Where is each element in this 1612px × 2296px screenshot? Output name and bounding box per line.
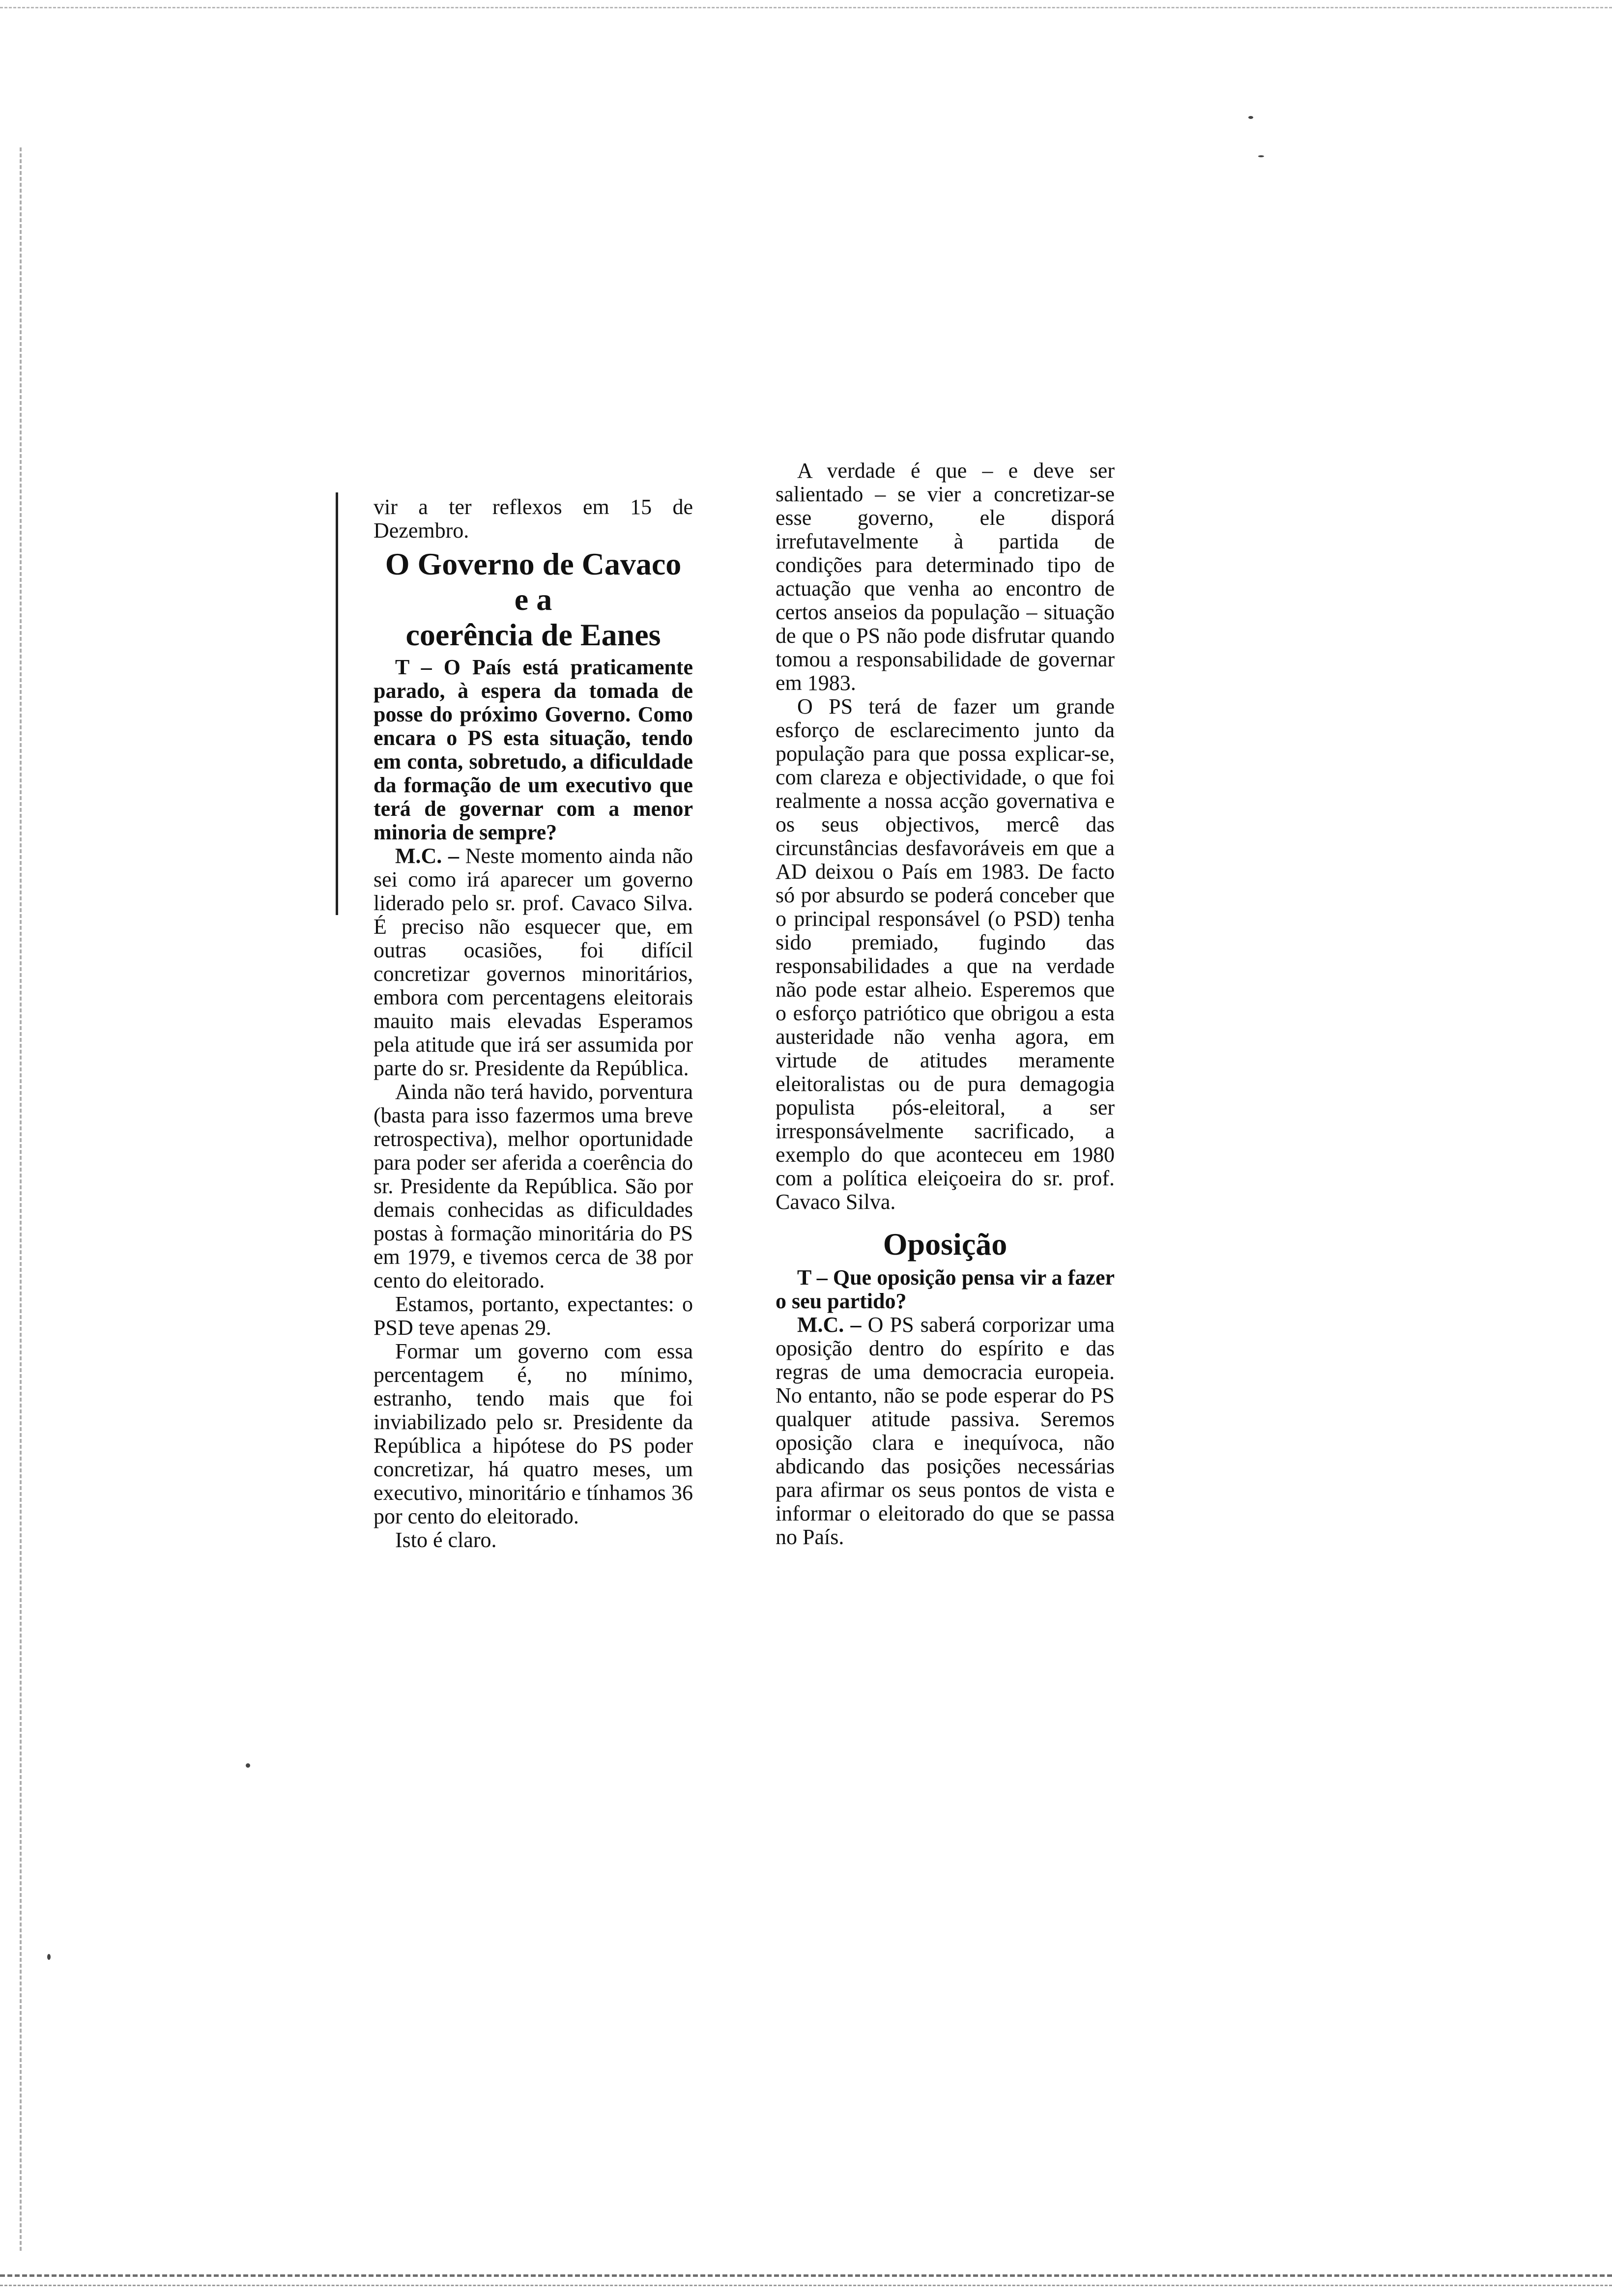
body-paragraph: O PS terá de fazer um grande esforço de esclarecimento junto da população para que possa explicar-se, com clareza e objectividade, o que foi realmente a nossa acção governativa e os seus objectivos, mercê das circunstâncias desfavoráveis em que a AD deixou o País em 1983. De facto só por absurdo se poderá conceber que o principal responsável (o PSD) tenha sido premiado, fugindo das responsabilidades a que na verdade não pode estar alheio. Esperemos que o esforço patriótico que obrigou a esta austeridade não venha agora, em virtude de atitudes meramente eleitoralistas ou de pura demagogia populista pós-eleitoral, a ser irresponsávelmente sacrificado, a exemplo do que aconteceu em 1980 com a política eleiçoeira do sr. prof. Cavaco Silva. (776, 694, 1115, 1214)
body-paragraph: Isto é claro. (395, 1528, 497, 1552)
interview-answer-2 (776, 1313, 1115, 1549)
scan-speck (1248, 116, 1253, 119)
interview-question-1: T – O País está praticamente parado, à espera da tomada de posse do próximo Governo. Como encara o PS esta situação, tendo em conta, sobretudo, a dificuldade da formação de um executivo que terá de governar com a menor minoria de sempre? (374, 655, 693, 844)
headline-line-2: e a (514, 582, 552, 617)
body-paragraph: Formar um governo com essa percentagem é, no mínimo, estranho, tendo mais que foi inviabilizado pelo sr. Presidente da República a hipótese do PS poder concretizar, há quatro meses, um executivo, minoritário e tínhamos 36 por cento do eleitorado. (374, 1339, 693, 1528)
body-paragraph: Estamos, portanto, expectantes: o PSD teve apenas 29. (374, 1292, 693, 1340)
body-paragraph: A verdade é que – e deve ser salientado – se vier a concretizar-se esse governo, ele disporá irrefutavelmente à partida de condições para determinado tipo de actuação que venha ao encontro de certos anseios da população – situação de que o PS não pode disfrutar quando tomou a responsabilidade de governar em 1983. (776, 459, 1115, 695)
headline-line-1: O Governo de Cavaco (385, 546, 682, 581)
interview-question-2: T – Que oposição pensa vir a fazer o seu partido? (776, 1265, 1115, 1313)
scan-speck (1258, 155, 1264, 157)
answer-speaker: M.C. – (797, 1313, 862, 1337)
column-margin-bar (336, 492, 338, 915)
headline-line-3: coerência de Eanes (405, 617, 661, 652)
left-column (374, 495, 693, 1552)
interview-answer-1 (374, 844, 693, 1080)
right-column (776, 459, 1115, 1549)
body-paragraph: Ainda não terá havido, porventura (basta para isso fazermos uma breve retrospectiva), melhor oportunidade para poder ser aferida a coerência do sr. Presidente da República. São por demais conhecidas as dificuldades postas à formação minoritária do PS em 1979, e tivemos cerca de 38 por cento do eleitorado. (374, 1080, 693, 1292)
answer-text: O PS saberá corporizar uma oposição dentro do espírito e das regras de uma democracia europeia. No entanto, não se pode esperar do PS qualquer atitude passiva. Seremos oposição clara e inequívoca, não abdicando das posições necessárias para afirmar os seus pontos de vista e informar o eleitorado do que se passa no País. (776, 1313, 1115, 1549)
scan-edge-bottom (0, 2274, 1612, 2286)
answer-text: Neste momento ainda não sei como irá aparecer um governo liderado pelo sr. prof. Cavaco Silva. É preciso não esquecer que, em outras ocasiões, foi difícil concretizar governos minoritários, embora com percentagens eleitorais mauito mais elevadas Esperamos pela atitude que irá ser assumida por parte do sr. Presidente da República. (374, 844, 693, 1080)
scan-speck (47, 1954, 51, 1960)
answer-speaker: M.C. – (395, 844, 460, 868)
section-subhead: Oposição (883, 1227, 1008, 1262)
scan-edge-left (20, 147, 26, 2251)
scan-edge-top (0, 7, 1612, 13)
article-headline (374, 546, 693, 653)
lead-text: vir a ter reflexos em 15 de Dezembro. (374, 495, 693, 543)
scan-speck (246, 1763, 250, 1768)
